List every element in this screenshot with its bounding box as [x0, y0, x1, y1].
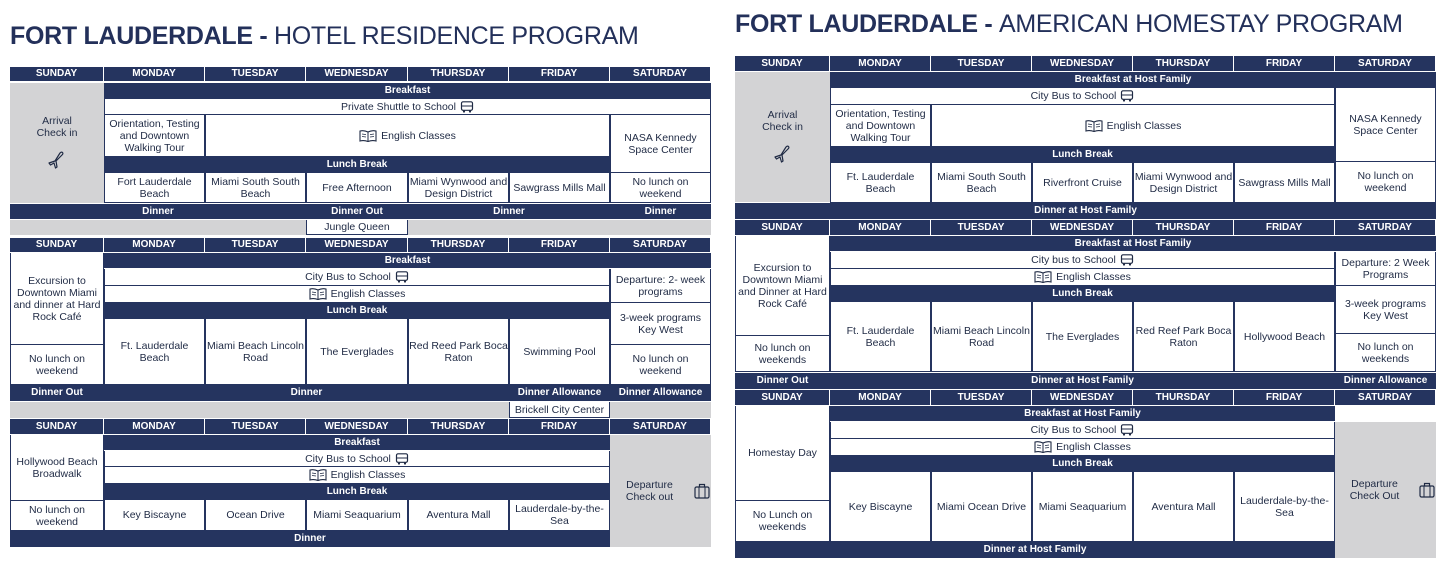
dinner-bar-label: Dinner at Host Family — [1031, 375, 1134, 386]
dinner-bar — [830, 373, 1335, 389]
activity-cell-label: Ft. Lauderdale Beach — [846, 324, 915, 349]
day-header-wednesday — [306, 238, 408, 252]
breakfast-bar-label: Breakfast at Host Family — [1074, 74, 1192, 85]
no-lunch-cell-label: No lunch on weekend — [1357, 170, 1414, 194]
day-header-saturday-label: SATURDAY — [633, 420, 687, 432]
luggage-icon — [1418, 481, 1436, 499]
no-lunch-cell — [10, 501, 104, 531]
activity-cell-label: Fort Lauderdale Beach — [117, 175, 192, 200]
activity-cell-label: Miami Beach Lincoln Road — [207, 339, 304, 364]
jungle-queen — [306, 220, 408, 235]
book-icon — [1034, 441, 1052, 453]
departure-cell-label: Departure: 2- week programs — [615, 273, 706, 298]
orientation-cell — [830, 105, 931, 147]
brickell-cell-label: Brickell City Center — [514, 403, 605, 416]
english-classes-label: English Classes — [381, 129, 456, 142]
day-header-wednesday — [1032, 56, 1133, 71]
lunch-bar-label: Lunch Break — [326, 305, 388, 316]
bus-row — [104, 269, 610, 286]
english-classes — [205, 115, 610, 157]
breakfast-bar-label: Breakfast — [334, 436, 380, 448]
activity-cell-label: Miami Wynwood and Design District — [1134, 170, 1233, 195]
bus-row — [830, 252, 1335, 269]
activity-cell-label: Riverfront Cruise — [1043, 176, 1122, 189]
lunch-bar — [104, 303, 610, 319]
activity-cell-label: Lauderdale-by-the-Sea — [515, 503, 604, 527]
gray-spacer — [408, 220, 711, 235]
no-lunch-cell-label: No lunch on weekend — [28, 503, 86, 528]
activity-cell-label: Red Reef Park Boca Raton — [1135, 324, 1232, 349]
allowance-bar-label: Dinner Allowance — [517, 387, 602, 398]
activity-cell-label: Lauderdale-by-the-Sea — [1240, 494, 1329, 519]
dinner-bar-label: Dinner — [290, 387, 323, 398]
activity-cell-label: Miami Beach Lincoln Road — [933, 324, 1030, 349]
english-classes — [931, 105, 1335, 147]
day-header-wednesday-label: WEDNESDAY — [1049, 57, 1115, 69]
day-header-friday-label: FRIDAY — [540, 68, 578, 79]
english-classes-label: English Classes — [1106, 119, 1182, 132]
jungle-queen-label: Jungle Queen — [324, 221, 390, 233]
lunch-bar — [830, 147, 1335, 163]
activity-cell-label: Hollywood Beach — [1243, 330, 1326, 343]
day-header-saturday-label: SATURDAY — [1358, 221, 1412, 233]
threeweek-cell-label: 3-week programs Key West — [619, 311, 702, 336]
departure-cell — [610, 435, 711, 547]
arrival-cell — [735, 72, 830, 202]
breakfast-bar-label: Breakfast at Host Family — [1024, 407, 1141, 419]
nasa-cell-label: NASA Kennedy Space Center — [624, 131, 697, 156]
activity-cell — [931, 163, 1032, 203]
day-header-sunday-label: SUNDAY — [761, 391, 803, 403]
dinner-bar — [10, 204, 306, 219]
day-header-sunday — [735, 390, 830, 405]
shuttle-row — [104, 99, 711, 115]
day-header-thursday — [1133, 56, 1234, 71]
day-header-wednesday — [1032, 220, 1133, 235]
departure-cell — [610, 269, 711, 303]
day-header-friday — [509, 238, 610, 252]
breakfast-bar-label: Breakfast at Host Family — [1074, 237, 1192, 249]
activity-cell — [306, 319, 408, 385]
activity-cell-label: Aventura Mall — [426, 509, 491, 521]
bus-icon — [1120, 424, 1134, 436]
bus-row-label: City bus to School — [1031, 254, 1116, 266]
luggage-icon — [693, 482, 711, 500]
day-header-friday — [1234, 56, 1335, 71]
allowance-bar-label: Dinner Allowance — [1343, 375, 1428, 386]
activity-cell-label: Miami South South Beach — [937, 170, 1026, 195]
day-header-thursday — [408, 238, 509, 252]
no-lunch-cell-label: No lunch on weekends — [1357, 340, 1414, 365]
day-header-thursday-label: THURSDAY — [1155, 391, 1211, 403]
nasa-cell — [610, 115, 711, 173]
day-header-thursday-label: THURSDAY — [430, 239, 486, 250]
day-header-wednesday-label: WEDNESDAY — [324, 239, 389, 250]
title-bold: FORT LAUDERDALE - — [735, 10, 1000, 38]
excursion-cell-label: Excursion to Downtown Miami and dinner at Hard Rock Café — [13, 274, 101, 323]
activity-cell-label: Ft. Lauderdale Beach — [846, 170, 915, 195]
day-header-friday — [509, 67, 610, 81]
excursion-cell — [735, 236, 830, 336]
no-lunch-cell-label: No lunch on weekends — [754, 341, 811, 366]
lunch-bar-label: Lunch Break — [326, 486, 388, 497]
no-lunch-cell-label: No lunch on weekend — [28, 352, 86, 377]
english-classes-label: English Classes — [330, 288, 406, 300]
arrival-cell — [10, 83, 104, 203]
activity-cell — [931, 302, 1032, 372]
day-header-tuesday-label: TUESDAY — [957, 391, 1005, 403]
orientation-cell-label: Orientation, Testing and Downtown Walking Tour — [109, 117, 200, 154]
day-header-wednesday-label: WEDNESDAY — [324, 420, 389, 432]
english-classes-label: English Classes — [1056, 441, 1131, 453]
activity-cell — [205, 500, 306, 531]
activity-cell — [104, 500, 205, 531]
lunch-bar — [104, 484, 610, 500]
dinner-bar — [104, 385, 509, 401]
homestay-cell-label: Homestay Day — [748, 447, 817, 459]
day-header-tuesday — [205, 238, 306, 252]
day-header-wednesday-label: WEDNESDAY — [1049, 391, 1115, 403]
day-header-saturday — [1335, 56, 1436, 71]
day-header-sunday — [735, 220, 830, 235]
day-header-monday-label: MONDAY — [132, 68, 176, 79]
no-lunch-cell-label: No lunch on weekend — [632, 352, 689, 377]
day-header-saturday-label: SATURDAY — [633, 68, 687, 79]
bus-row — [830, 422, 1335, 439]
day-header-tuesday — [205, 419, 306, 434]
activity-cell — [1133, 472, 1234, 542]
activity-cell — [509, 173, 610, 203]
no-lunch-cell — [735, 336, 830, 372]
departure-cell — [1335, 422, 1436, 558]
day-header-saturday — [1335, 390, 1436, 405]
title-light: AMERICAN HOMESTAY PROGRAM — [999, 10, 1403, 38]
english-classes — [104, 467, 610, 484]
threeweek-cell — [1335, 286, 1436, 334]
english-classes — [830, 439, 1335, 456]
bus-icon — [1120, 254, 1134, 266]
day-header-thursday-label: THURSDAY — [1155, 221, 1211, 233]
title-light: HOTEL RESIDENCE PROGRAM — [274, 22, 639, 50]
day-header-wednesday-label: WEDNESDAY — [1049, 221, 1115, 233]
activity-cell-label: Miami Wynwood and Design District — [409, 175, 508, 200]
activity-cell-label: Ft. Lauderdale Beach — [120, 339, 189, 364]
day-header-saturday — [610, 67, 711, 81]
day-header-tuesday — [931, 56, 1032, 71]
activity-cell-label: Key Biscayne — [122, 509, 187, 521]
gray-spacer — [10, 220, 306, 235]
day-header-monday — [830, 220, 931, 235]
day-header-monday-label: MONDAY — [858, 391, 902, 403]
no-lunch-cell — [610, 173, 711, 203]
day-header-monday — [104, 419, 205, 434]
day-header-friday — [509, 419, 610, 434]
orientation-cell — [104, 115, 205, 157]
allowance-bar — [509, 385, 610, 401]
dinner-bar-label: Dinner — [294, 533, 326, 544]
activity-cell — [1032, 302, 1133, 372]
bus-row-label: City Bus to School — [305, 271, 391, 283]
homestay-cell — [735, 406, 830, 501]
day-header-friday — [1234, 390, 1335, 405]
day-header-friday-label: FRIDAY — [540, 420, 578, 432]
no-lunch-cell — [1335, 162, 1436, 203]
nasa-cell-label: NASA Kennedy Space Center — [1349, 112, 1422, 137]
dinner-out-bar-label: Dinner Out — [756, 375, 809, 386]
breakfast-bar — [830, 236, 1436, 251]
activity-cell-label: Free Afternoon — [322, 181, 392, 194]
activity-cell — [1234, 302, 1335, 372]
day-header-thursday-label: THURSDAY — [1155, 57, 1211, 69]
day-header-tuesday-label: TUESDAY — [231, 420, 279, 432]
day-header-monday — [104, 238, 205, 252]
activity-cell — [408, 319, 509, 385]
dinner-out-bar — [735, 373, 830, 389]
bus-row-label: City Bus to School — [305, 452, 391, 465]
orientation-cell-label: Orientation, Testing and Downtown Walking Tour — [835, 107, 926, 144]
day-header-thursday — [1133, 220, 1234, 235]
breakfast-bar — [104, 83, 711, 99]
allowance-bar-label: Dinner Allowance — [618, 387, 703, 398]
day-header-tuesday-label: TUESDAY — [231, 68, 279, 79]
activity-cell-label: The Everglades — [1045, 330, 1120, 343]
day-header-thursday — [408, 419, 509, 434]
dinner-bar-label: Dinner at Host Family — [1034, 205, 1137, 216]
english-classes-label: English Classes — [330, 469, 406, 481]
departure-cell-label: Departure Check out — [625, 479, 674, 503]
day-header-saturday-label: SATURDAY — [633, 239, 687, 250]
activity-cell — [509, 319, 610, 385]
bus-row-label: City Bus to School — [1030, 90, 1117, 102]
departure-cell — [1335, 252, 1436, 286]
day-header-thursday — [1133, 390, 1234, 405]
bus-icon — [1120, 90, 1134, 102]
gray-spacer — [610, 402, 711, 418]
activity-cell — [205, 319, 306, 385]
activity-cell — [306, 173, 408, 203]
activity-cell — [830, 163, 931, 203]
departure-cell-label: Departure: 2 Week Programs — [1341, 256, 1430, 281]
day-header-tuesday — [931, 390, 1032, 405]
title-bold: FORT LAUDERDALE - — [10, 22, 275, 50]
bus-row — [104, 451, 610, 467]
nasa-cell — [1335, 88, 1436, 162]
activity-cell — [1032, 163, 1133, 203]
lunch-bar-label: Lunch Break — [1052, 458, 1113, 469]
day-header-tuesday-label: TUESDAY — [957, 221, 1005, 233]
activity-cell — [408, 173, 509, 203]
activity-cell — [830, 302, 931, 372]
activity-cell — [509, 500, 610, 531]
dinner-out-bar-label: Dinner Out — [31, 387, 83, 398]
departure-cell-label: Departure Check Out — [1349, 478, 1400, 502]
activity-cell — [1133, 302, 1234, 372]
day-header-friday-label: FRIDAY — [1265, 221, 1303, 233]
no-lunch-cell-label: No lunch on weekend — [632, 175, 689, 200]
day-header-saturday-label: SATURDAY — [1358, 391, 1412, 403]
threeweek-cell-label: 3-week programs Key West — [1344, 297, 1427, 322]
activity-cell — [1133, 163, 1234, 203]
dinner-bar — [735, 203, 1436, 219]
day-header-sunday-label: SUNDAY — [761, 221, 803, 233]
activity-cell — [408, 500, 509, 531]
no-lunch-cell — [10, 345, 104, 385]
bus-icon — [460, 101, 474, 113]
book-icon — [1034, 271, 1052, 283]
day-header-saturday-label: SATURDAY — [1358, 57, 1412, 69]
breakfast-bar — [104, 253, 711, 268]
bus-row-label: City Bus to School — [1030, 424, 1117, 436]
day-header-tuesday — [205, 67, 306, 81]
day-header-sunday-label: SUNDAY — [35, 420, 78, 432]
hollywood-cell — [10, 435, 104, 501]
activity-cell-label: Sawgrass Mills Mall — [513, 181, 606, 194]
dinner-bar-label: Dinner at Host Family — [983, 544, 1087, 555]
lunch-bar-label: Lunch Break — [1052, 149, 1113, 160]
day-header-sunday — [10, 67, 104, 81]
english-classes — [830, 269, 1335, 286]
threeweek-cell — [610, 303, 711, 345]
activity-cell-label: Swimming Pool — [523, 345, 596, 358]
allowance-bar — [1335, 373, 1436, 389]
day-header-monday — [830, 390, 931, 405]
day-header-wednesday — [1032, 390, 1133, 405]
no-lunch-cell — [1335, 334, 1436, 372]
day-header-monday — [104, 67, 205, 81]
day-header-sunday — [10, 238, 104, 252]
breakfast-bar-label: Breakfast — [384, 254, 431, 266]
book-icon — [309, 288, 327, 300]
day-header-monday-label: MONDAY — [858, 57, 902, 69]
brickell-cell — [509, 402, 610, 418]
dinner-bar-label: Dinner — [644, 205, 677, 217]
dinner-bar — [408, 204, 610, 219]
day-header-wednesday — [306, 67, 408, 81]
activity-cell-label: Miami Seaquarium — [1038, 500, 1127, 513]
gray-spacer — [10, 402, 509, 418]
plane-icon — [772, 143, 794, 165]
activity-cell — [830, 472, 931, 542]
activity-cell-label: Aventura Mall — [1151, 500, 1216, 513]
dinner-bar-label: Dinner — [493, 205, 525, 217]
book-icon — [1085, 120, 1103, 132]
breakfast-bar — [104, 435, 610, 450]
activity-cell — [1234, 472, 1335, 542]
day-header-sunday-label: SUNDAY — [35, 239, 78, 250]
dinner-bar — [735, 542, 1335, 558]
activity-cell — [931, 472, 1032, 542]
dinner-bar — [10, 531, 610, 547]
english-classes — [104, 286, 610, 303]
lunch-bar — [830, 456, 1335, 472]
dinner-bar-label: Dinner — [142, 205, 174, 217]
allowance-bar — [610, 385, 711, 401]
breakfast-bar — [830, 406, 1335, 421]
day-header-tuesday — [931, 220, 1032, 235]
no-lunch-cell-label: No Lunch on weekends — [752, 509, 813, 533]
day-header-thursday — [408, 67, 509, 81]
day-header-monday-label: MONDAY — [858, 221, 902, 233]
day-header-tuesday-label: TUESDAY — [231, 239, 279, 250]
no-lunch-cell — [735, 501, 830, 542]
day-header-saturday — [1335, 220, 1436, 235]
day-header-monday — [830, 56, 931, 71]
no-lunch-cell — [610, 345, 711, 385]
lunch-bar-label: Lunch Break — [1052, 288, 1113, 299]
breakfast-bar — [830, 72, 1436, 88]
day-header-friday — [1234, 220, 1335, 235]
activity-cell-label: Sawgrass Mills Mall — [1238, 176, 1331, 189]
day-header-thursday-label: THURSDAY — [430, 68, 486, 79]
day-header-sunday — [735, 56, 830, 71]
dinner-out-bar-label: Dinner Out — [331, 205, 383, 217]
activity-cell-label: The Everglades — [320, 345, 394, 358]
page-title-hotel — [10, 22, 638, 51]
english-classes-label: English Classes — [1056, 271, 1131, 283]
shuttle-row-label: Private Shuttle to School — [341, 100, 456, 113]
day-header-tuesday-label: TUESDAY — [957, 57, 1005, 69]
day-header-monday-label: MONDAY — [132, 420, 176, 432]
hollywood-cell-label: Hollywood Beach Broadwalk — [16, 455, 98, 480]
activity-cell-label: Miami Seaquarium — [313, 509, 401, 521]
lunch-bar-label: Lunch Break — [326, 159, 388, 170]
excursion-cell — [10, 253, 104, 345]
day-header-sunday — [10, 419, 104, 434]
book-icon — [309, 469, 327, 481]
dinner-out-bar — [10, 385, 104, 401]
excursion-cell-label: Excursion to Downtown Miami and Dinner at Hard Rock Café — [738, 261, 827, 310]
activity-cell — [205, 173, 306, 203]
breakfast-bar-label: Breakfast — [384, 85, 431, 96]
day-header-thursday-label: THURSDAY — [430, 420, 486, 432]
day-header-wednesday — [306, 419, 408, 434]
activity-cell-label: Red Reed Park Boca Raton — [409, 339, 508, 364]
day-header-monday-label: MONDAY — [132, 239, 176, 250]
lunch-bar — [104, 157, 610, 173]
day-header-sunday-label: SUNDAY — [761, 57, 803, 69]
bus-row — [830, 88, 1335, 105]
arrival-cell-label: Arrival Check in — [762, 109, 803, 133]
lunch-bar — [830, 286, 1335, 302]
bus-icon — [395, 271, 409, 283]
dinner-bar — [610, 204, 711, 219]
bus-icon — [395, 453, 409, 465]
activity-cell — [1032, 472, 1133, 542]
day-header-friday-label: FRIDAY — [540, 239, 578, 250]
day-header-friday-label: FRIDAY — [1265, 391, 1303, 403]
activity-cell — [1234, 163, 1335, 203]
day-header-wednesday-label: WEDNESDAY — [324, 68, 389, 79]
activity-cell-label: Miami South South Beach — [211, 175, 300, 200]
activity-cell — [306, 500, 408, 531]
day-header-saturday — [610, 419, 711, 434]
plane-icon — [46, 149, 68, 171]
day-header-sunday-label: SUNDAY — [35, 68, 78, 79]
dinner-out-bar — [306, 204, 408, 219]
activity-cell — [104, 173, 205, 203]
arrival-cell-label: Arrival Check in — [36, 115, 78, 139]
day-header-saturday — [610, 238, 711, 252]
activity-cell — [104, 319, 205, 385]
activity-cell-label: Miami Ocean Drive — [936, 500, 1027, 513]
activity-cell-label: Key Biscayne — [848, 500, 913, 513]
day-header-friday-label: FRIDAY — [1265, 57, 1303, 69]
page-title-homestay — [735, 10, 1403, 39]
book-icon — [359, 130, 377, 142]
activity-cell-label: Ocean Drive — [226, 509, 285, 521]
